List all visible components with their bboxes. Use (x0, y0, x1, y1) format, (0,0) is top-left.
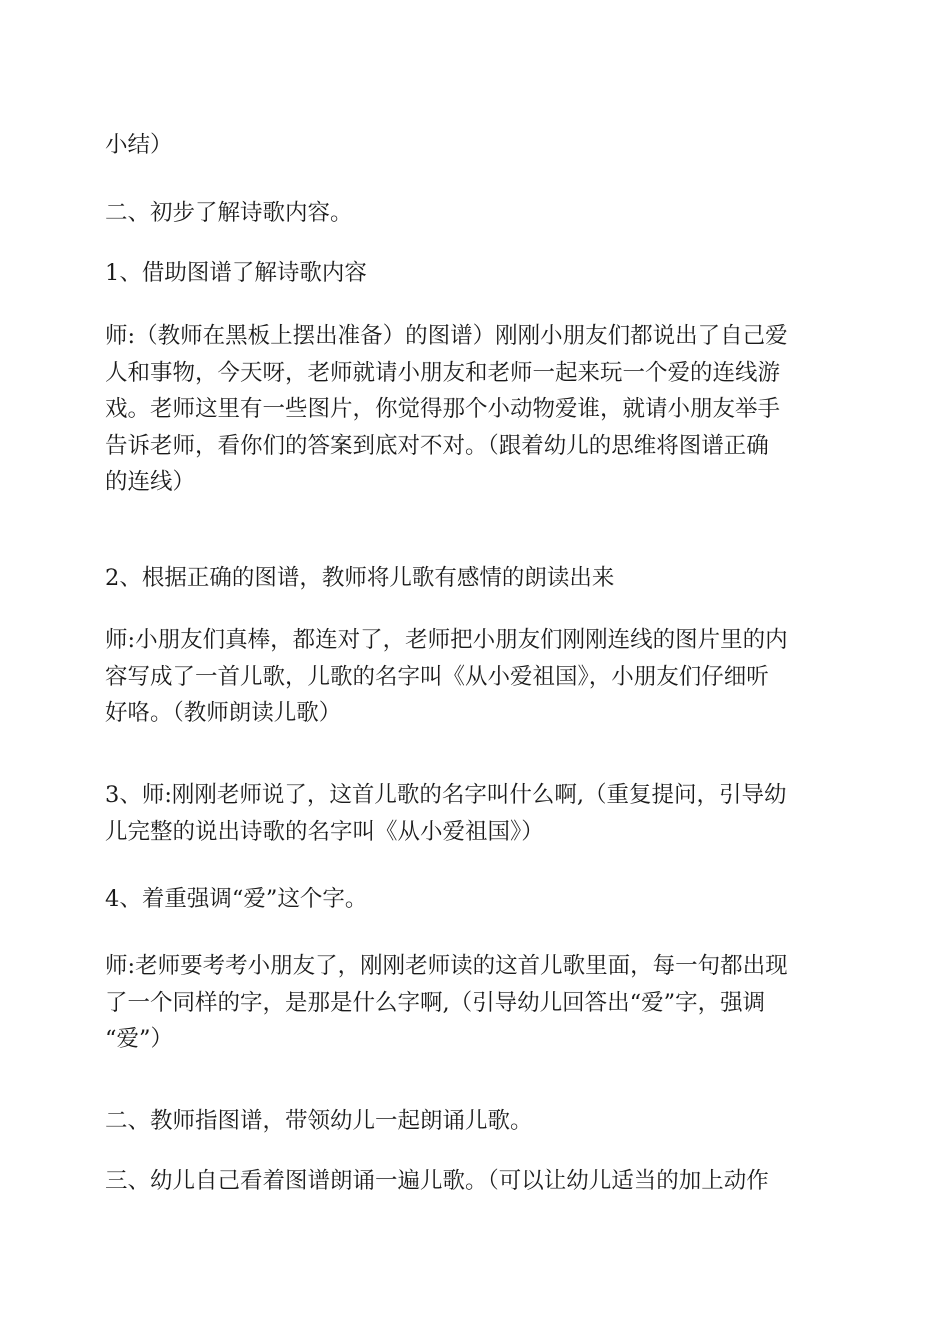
text-line: 二、初步了解诗歌内容。 (105, 200, 353, 226)
text-line: 师:老师要考考小朋友了，刚刚老师读的这首儿歌里面，每一句都出现 (105, 953, 788, 979)
text-line: 小结） (105, 132, 173, 158)
text-line: 了一个同样的字，是那是什么字啊,（引导幼儿回答出“爱”字，强调 (105, 989, 766, 1016)
text-line: 师:小朋友们真棒，都连对了，老师把小朋友们刚刚连线的图片里的内 (105, 627, 788, 653)
text-line: “爱”） (105, 1026, 174, 1052)
paragraph-step-3 (105, 777, 840, 850)
text-line: 二、教师指图谱，带领幼儿一起朗诵儿歌。 (105, 1108, 533, 1134)
text-line: 容写成了一首儿歌，儿歌的名字叫《从小爱祖国》，小朋友们仔细听 (105, 663, 769, 690)
text-line: 2、根据正确的图谱，教师将儿歌有感情的朗读出来 (105, 565, 615, 591)
text-line: 人和事物，今天呀，老师就请小朋友和老师一起来玩一个爱的连线游 (105, 359, 781, 386)
text-line: 1、借助图谱了解诗歌内容 (105, 260, 367, 286)
text-line: 3、师:刚刚老师说了，这首儿歌的名字叫什么啊,（重复提问，引导幼 (105, 782, 787, 808)
text-line: 4、着重强调“爱”这个字。 (105, 886, 368, 912)
paragraph-teacher-2 (105, 622, 840, 732)
heading-step-1 (105, 255, 840, 292)
paragraph-teacher-1 (105, 318, 840, 501)
heading-step-2 (105, 560, 840, 597)
paragraph-teacher-3 (105, 948, 840, 1058)
text-line: 儿完整的说出诗歌的名字叫《从小爱祖国》） (105, 818, 544, 845)
heading-step-4 (105, 881, 840, 918)
text-line: 三、幼儿自己看着图谱朗诵一遍儿歌。（可以让幼儿适当的加上动作 (105, 1168, 769, 1194)
heading-section-2 (105, 195, 840, 232)
text-line: 师:（教师在黑板上摆出准备）的图谱）刚刚小朋友们都说出了自己爱 (105, 323, 788, 349)
text-line: 好咯。（教师朗读儿歌） (105, 700, 342, 726)
heading-section-2b (105, 1103, 840, 1140)
text-line: 戏。老师这里有一些图片，你觉得那个小动物爱谁，就请小朋友举手 (105, 396, 781, 422)
text-line: 的连线） (105, 469, 196, 495)
heading-section-3 (105, 1163, 840, 1200)
paragraph-summary-end (105, 127, 840, 164)
text-line: 告诉老师，看你们的答案到底对不对。（跟着幼儿的思维将图谱正确 (105, 432, 769, 459)
